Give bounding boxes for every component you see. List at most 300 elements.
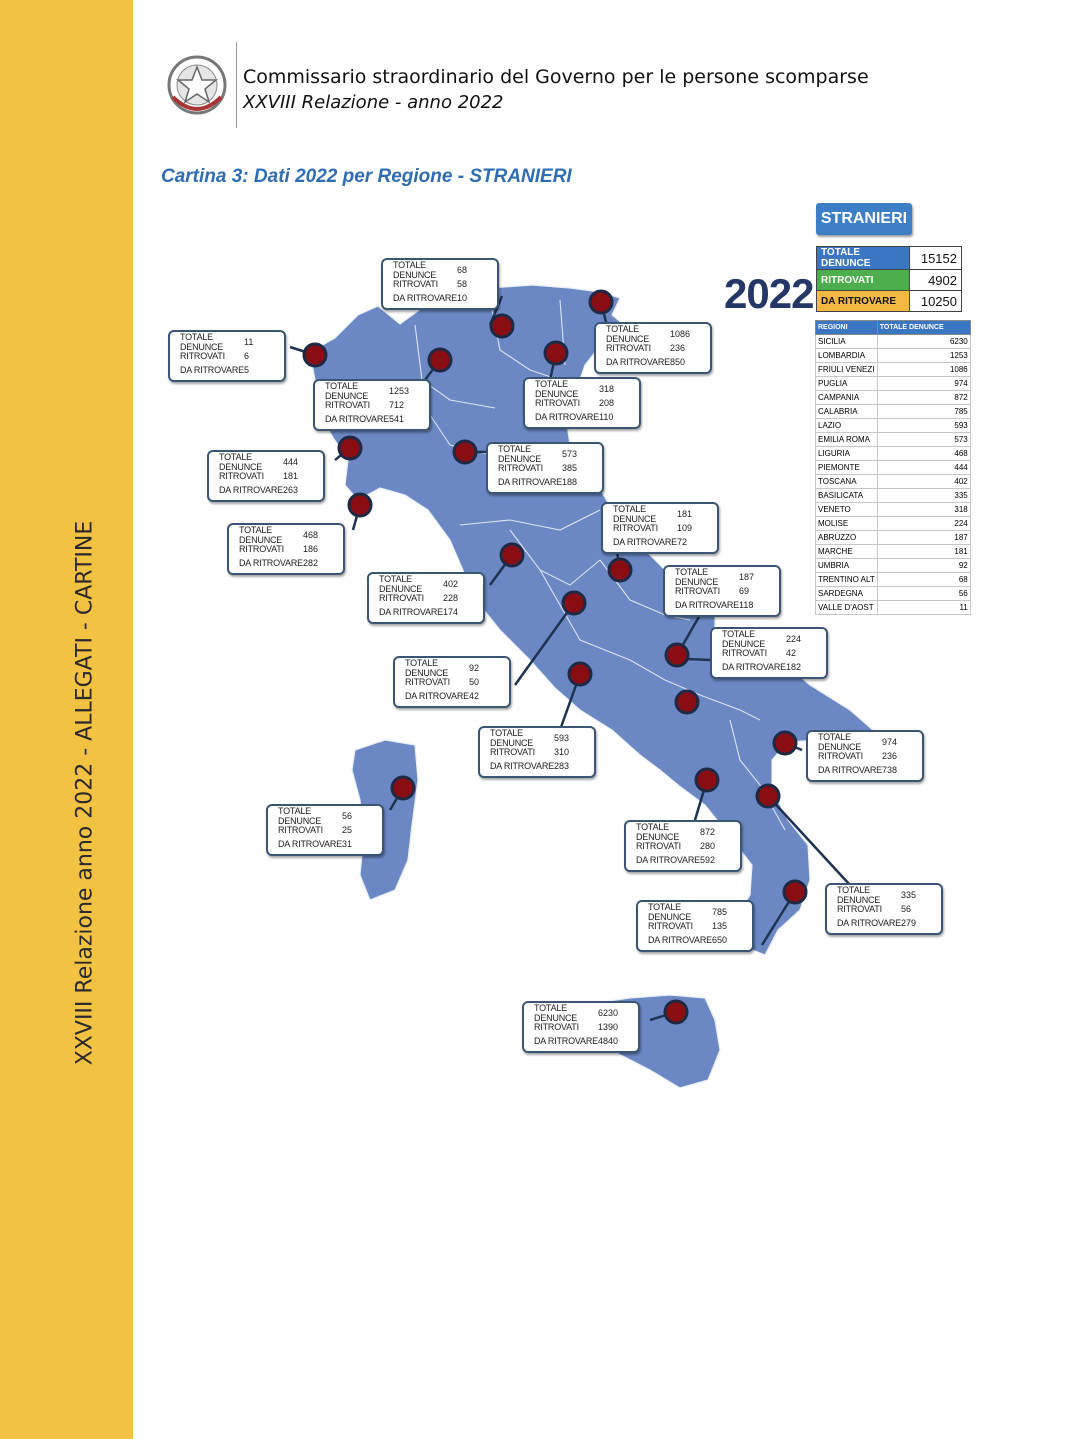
row-value: 541 — [389, 414, 405, 424]
row-value: 1390 — [598, 1022, 619, 1032]
header-line-2: XXVIII Relazione - anno 2022 — [243, 92, 504, 113]
region-box-row — [636, 822, 734, 842]
table-row — [816, 601, 971, 615]
region-box-row — [535, 379, 633, 399]
region-box-row — [379, 591, 477, 605]
region-box-row — [405, 689, 503, 703]
row-value: 385 — [562, 463, 578, 473]
region-box-row — [722, 629, 820, 649]
marker-trentino — [491, 315, 513, 337]
region-box-basilicata — [825, 883, 943, 935]
region-name: BASILICATA — [816, 489, 878, 503]
region-box-lazio — [478, 726, 596, 778]
row-value: 573 — [562, 449, 578, 459]
region-box-row — [278, 837, 376, 851]
region-box-row — [325, 381, 423, 401]
row-value: 187 — [739, 572, 755, 582]
row-label: TOTALE DENUNCE — [393, 260, 437, 280]
region-box-calabria — [636, 900, 754, 952]
region-box-row — [180, 363, 278, 377]
marker-molise — [676, 691, 698, 713]
map-title: Cartina 3: Dati 2022 per Regione - STRANIERI — [161, 166, 572, 187]
region-box-umbria — [393, 656, 511, 708]
region-box-row — [393, 260, 491, 280]
region-name: TRENTINO ALT — [816, 573, 878, 587]
region-box-piemonte — [207, 450, 325, 502]
marker-abruzzo — [666, 644, 688, 666]
row-value: 42 — [469, 691, 480, 701]
region-box-row — [393, 291, 491, 305]
row-value: 974 — [882, 737, 898, 747]
region-box-row — [722, 646, 820, 660]
region-name: EMILIA ROMA — [816, 433, 878, 447]
region-box-row — [239, 542, 337, 556]
table-row — [816, 447, 971, 461]
row-label: RITROVATI — [239, 544, 284, 554]
summary-table — [816, 246, 962, 312]
row-label: TOTALE DENUNCE — [535, 379, 579, 399]
row-label: TOTALE DENUNCE — [498, 444, 542, 464]
row-value: 135 — [712, 921, 728, 931]
region-box-row — [239, 556, 337, 570]
region-total: 573 — [877, 433, 970, 447]
region-box-row — [490, 745, 588, 759]
summary-row — [817, 291, 962, 312]
table-row — [816, 335, 971, 349]
row-value: 92 — [469, 663, 480, 673]
region-name: UMBRIA — [816, 559, 878, 573]
row-label: TOTALE DENUNCE — [325, 381, 369, 401]
marker-valle-daosta — [304, 344, 326, 366]
region-box-row — [534, 1003, 632, 1023]
row-value: 58 — [457, 279, 468, 289]
row-value: 785 — [712, 907, 728, 917]
summary-value: 10250 — [910, 291, 962, 312]
row-label: RITROVATI — [278, 825, 323, 835]
region-box-row — [648, 933, 746, 947]
row-value: 850 — [670, 357, 686, 367]
region-box-row — [818, 763, 916, 777]
region-name: SICILIA — [816, 335, 878, 349]
region-box-row — [613, 521, 711, 535]
row-label: DA RITROVARE — [648, 935, 712, 945]
region-box-row — [613, 504, 711, 524]
row-label: TOTALE DENUNCE — [636, 822, 680, 842]
marker-piemonte — [339, 437, 361, 459]
region-box-row — [239, 525, 337, 545]
row-value: 174 — [443, 607, 459, 617]
table-row — [816, 489, 971, 503]
row-label: RITROVATI — [393, 279, 438, 289]
region-box-row — [393, 277, 491, 291]
row-value: 282 — [303, 558, 319, 568]
region-box-row — [498, 475, 596, 489]
marker-friuli — [590, 291, 612, 313]
row-value: 592 — [700, 855, 716, 865]
region-box-liguria — [227, 523, 345, 575]
region-total: 872 — [877, 391, 970, 405]
row-value: 5 — [244, 365, 250, 375]
row-value: 738 — [882, 765, 898, 775]
row-value: 118 — [739, 600, 754, 610]
row-value: 263 — [283, 485, 299, 495]
region-box-row — [405, 675, 503, 689]
region-box-trentino — [381, 258, 499, 310]
summary-row — [817, 270, 962, 291]
table-row — [816, 363, 971, 377]
region-box-veneto — [523, 377, 641, 429]
region-total: 56 — [877, 587, 970, 601]
row-value: 402 — [443, 579, 459, 589]
row-value: 318 — [599, 384, 615, 394]
row-label: TOTALE DENUNCE — [278, 806, 322, 826]
region-box-row — [675, 567, 773, 587]
region-box-row — [180, 332, 278, 352]
region-box-row — [405, 658, 503, 678]
row-label: DA RITROVARE — [606, 357, 670, 367]
row-value: 224 — [786, 634, 802, 644]
region-box-row — [534, 1034, 632, 1048]
summary-row — [817, 247, 962, 270]
row-value: 236 — [882, 751, 898, 761]
row-label: RITROVATI — [405, 677, 450, 687]
region-name: VALLE D'AOST — [816, 601, 878, 615]
row-value: 283 — [554, 761, 570, 771]
region-box-row — [535, 410, 633, 424]
region-name: TOSCANA — [816, 475, 878, 489]
region-box-toscana — [367, 572, 485, 624]
row-label: TOTALE DENUNCE — [239, 525, 283, 545]
row-value: 188 — [562, 477, 578, 487]
row-label: RITROVATI — [325, 400, 370, 410]
row-value: 182 — [786, 662, 802, 672]
region-box-row — [278, 806, 376, 826]
region-box-row — [636, 839, 734, 853]
row-label: RITROVATI — [606, 343, 651, 353]
table-header-totale: TOTALE DENUNCE — [877, 321, 970, 335]
row-value: 280 — [700, 841, 716, 851]
region-box-valle-daosta — [168, 330, 286, 382]
table-row — [816, 461, 971, 475]
row-value: 56 — [342, 811, 353, 821]
row-value: 593 — [554, 733, 570, 743]
region-total: 11 — [877, 601, 970, 615]
region-total: 468 — [877, 447, 970, 461]
region-box-row — [606, 324, 704, 344]
region-box-abruzzo — [663, 565, 781, 617]
row-label: TOTALE DENUNCE — [379, 574, 423, 594]
row-value: 186 — [303, 544, 319, 554]
row-value: 279 — [901, 918, 917, 928]
summary-label: TOTALE DENUNCE — [817, 247, 910, 270]
region-box-row — [837, 902, 935, 916]
row-label: DA RITROVARE — [498, 477, 562, 487]
row-label: RITROVATI — [534, 1022, 579, 1032]
row-value: 6 — [244, 351, 250, 361]
row-value: 42 — [786, 648, 797, 658]
region-box-marche — [601, 502, 719, 554]
summary-label: DA RITROVARE — [817, 291, 910, 312]
row-value: 68 — [457, 265, 468, 275]
region-total: 187 — [877, 531, 970, 545]
region-name: LOMBARDIA — [816, 349, 878, 363]
row-label: TOTALE DENUNCE — [837, 885, 881, 905]
row-label: TOTALE DENUNCE — [613, 504, 657, 524]
region-box-row — [818, 732, 916, 752]
row-value: 310 — [554, 747, 570, 757]
row-value: 69 — [739, 586, 750, 596]
region-total: 68 — [877, 573, 970, 587]
region-total: 335 — [877, 489, 970, 503]
row-value: 109 — [677, 523, 693, 533]
region-box-friuli — [594, 322, 712, 374]
region-box-campania — [624, 820, 742, 872]
table-row — [816, 475, 971, 489]
row-value: 872 — [700, 827, 716, 837]
region-name: PIEMONTE — [816, 461, 878, 475]
marker-umbria — [563, 592, 585, 614]
region-name: FRIULI VENEZI — [816, 363, 878, 377]
row-value: 10 — [457, 293, 468, 303]
row-label: DA RITROVARE — [219, 485, 283, 495]
marker-liguria — [349, 494, 371, 516]
row-label: DA RITROVARE — [490, 761, 554, 771]
row-label: DA RITROVARE — [534, 1036, 598, 1046]
marker-puglia — [774, 732, 796, 754]
row-label: RITROVATI — [837, 904, 882, 914]
region-box-molise — [710, 627, 828, 679]
table-header-regioni: REGIONI — [816, 321, 878, 335]
region-box-row — [675, 598, 773, 612]
region-box-row — [818, 749, 916, 763]
marker-sicilia — [665, 1001, 687, 1023]
row-label: RITROVATI — [180, 351, 225, 361]
region-name: ABRUZZO — [816, 531, 878, 545]
summary-value: 4902 — [910, 270, 962, 291]
region-box-row — [490, 728, 588, 748]
marker-calabria — [784, 881, 806, 903]
row-value: 335 — [901, 890, 917, 900]
row-value: 11 — [244, 337, 254, 347]
region-total: 974 — [877, 377, 970, 391]
marker-basilicata — [757, 785, 779, 807]
region-box-row — [636, 853, 734, 867]
table-row — [816, 531, 971, 545]
region-box-row — [180, 349, 278, 363]
table-row — [816, 545, 971, 559]
sidebar — [0, 0, 133, 1439]
region-box-row — [534, 1020, 632, 1034]
row-label: TOTALE DENUNCE — [818, 732, 862, 752]
marker-lombardia — [429, 349, 451, 371]
row-value: 31 — [342, 839, 353, 849]
row-value: 650 — [712, 935, 728, 945]
row-label: TOTALE DENUNCE — [675, 567, 719, 587]
row-value: 72 — [677, 537, 688, 547]
region-box-row — [613, 535, 711, 549]
row-value: 56 — [901, 904, 912, 914]
row-label: DA RITROVARE — [405, 691, 469, 701]
emblem-icon — [165, 53, 229, 121]
marker-lazio — [569, 663, 591, 685]
row-label: DA RITROVARE — [818, 765, 882, 775]
row-label: RITROVATI — [722, 648, 767, 658]
row-label: DA RITROVARE — [393, 293, 457, 303]
table-row — [816, 503, 971, 517]
row-label: DA RITROVARE — [325, 414, 389, 424]
row-label: DA RITROVARE — [239, 558, 303, 568]
region-box-row — [498, 461, 596, 475]
row-value: 50 — [469, 677, 480, 687]
region-total: 318 — [877, 503, 970, 517]
row-value: 1253 — [389, 386, 410, 396]
row-label: DA RITROVARE — [722, 662, 786, 672]
row-label: RITROVATI — [219, 471, 264, 481]
region-box-row — [325, 412, 423, 426]
table-row — [816, 391, 971, 405]
summary-label: RITROVATI — [817, 270, 910, 291]
header-divider — [236, 42, 237, 128]
row-label: TOTALE DENUNCE — [219, 452, 263, 472]
row-label: RITROVATI — [613, 523, 658, 533]
region-box-row — [606, 355, 704, 369]
row-label: RITROVATI — [675, 586, 720, 596]
marker-campania — [696, 769, 718, 791]
region-total: 593 — [877, 419, 970, 433]
region-total: 224 — [877, 517, 970, 531]
marker-emilia — [454, 441, 476, 463]
row-label: DA RITROVARE — [379, 607, 443, 617]
row-label: RITROVATI — [636, 841, 681, 851]
region-total: 785 — [877, 405, 970, 419]
region-total: 1086 — [877, 363, 970, 377]
region-total: 402 — [877, 475, 970, 489]
row-label: DA RITROVARE — [535, 412, 599, 422]
region-total: 1253 — [877, 349, 970, 363]
row-label: DA RITROVARE — [180, 365, 244, 375]
region-box-sardegna — [266, 804, 384, 856]
region-total: 92 — [877, 559, 970, 573]
region-name: LAZIO — [816, 419, 878, 433]
region-name: VENETO — [816, 503, 878, 517]
row-value: 444 — [283, 457, 299, 467]
table-row — [816, 405, 971, 419]
region-box-lombardia — [313, 379, 431, 431]
row-value: 1086 — [670, 329, 691, 339]
header-line-1: Commissario straordinario del Governo per le persone scomparse — [243, 66, 869, 88]
region-box-row — [722, 660, 820, 674]
region-box-row — [535, 396, 633, 410]
region-box-row — [219, 452, 317, 472]
region-box-row — [379, 574, 477, 594]
row-label: TOTALE DENUNCE — [722, 629, 766, 649]
row-label: RITROVATI — [535, 398, 580, 408]
marker-veneto — [545, 342, 567, 364]
region-box-row — [219, 483, 317, 497]
stranieri-badge: STRANIERI — [816, 203, 912, 235]
row-value: 4840 — [598, 1036, 619, 1046]
region-name: PUGLIA — [816, 377, 878, 391]
row-label: RITROVATI — [498, 463, 543, 473]
table-row — [816, 433, 971, 447]
region-box-row — [837, 916, 935, 930]
region-total: 6230 — [877, 335, 970, 349]
region-box-row — [278, 823, 376, 837]
region-box-puglia — [806, 730, 924, 782]
row-value: 208 — [599, 398, 615, 408]
row-label: TOTALE DENUNCE — [405, 658, 449, 678]
region-box-row — [498, 444, 596, 464]
row-label: RITROVATI — [818, 751, 863, 761]
row-label: DA RITROVARE — [613, 537, 677, 547]
region-box-row — [648, 902, 746, 922]
table-row — [816, 573, 971, 587]
region-box-row — [490, 759, 588, 773]
row-label: DA RITROVARE — [636, 855, 700, 865]
row-label: TOTALE DENUNCE — [180, 332, 224, 352]
row-value: 181 — [283, 471, 299, 481]
region-box-emilia — [486, 442, 604, 494]
region-name: MOLISE — [816, 517, 878, 531]
region-total: 444 — [877, 461, 970, 475]
row-value: 236 — [670, 343, 686, 353]
table-row — [816, 517, 971, 531]
table-row — [816, 587, 971, 601]
regions-table — [815, 320, 971, 615]
row-label: DA RITROVARE — [278, 839, 342, 849]
marker-marche — [609, 559, 631, 581]
row-label: RITROVATI — [648, 921, 693, 931]
table-row — [816, 559, 971, 573]
table-row — [816, 419, 971, 433]
row-label: DA RITROVARE — [675, 600, 739, 610]
row-label: TOTALE DENUNCE — [606, 324, 650, 344]
region-box-row — [379, 605, 477, 619]
row-value: 712 — [389, 400, 405, 410]
row-label: TOTALE DENUNCE — [534, 1003, 578, 1023]
region-name: MARCHE — [816, 545, 878, 559]
row-label: TOTALE DENUNCE — [648, 902, 692, 922]
year-label: 2022 — [724, 270, 814, 317]
region-name: CALABRIA — [816, 405, 878, 419]
region-name: SARDEGNA — [816, 587, 878, 601]
region-box-row — [219, 469, 317, 483]
row-label: DA RITROVARE — [837, 918, 901, 928]
marker-sardegna — [392, 777, 414, 799]
marker-toscana — [501, 544, 523, 566]
row-label: RITROVATI — [379, 593, 424, 603]
table-row — [816, 377, 971, 391]
summary-value: 15152 — [910, 247, 962, 270]
region-box-sicilia — [522, 1001, 640, 1053]
region-box-row — [648, 919, 746, 933]
sidebar-text: XXVIII Relazione anno 2022 - ALLEGATI - CARTINE — [72, 520, 98, 1066]
region-box-row — [675, 584, 773, 598]
row-value: 25 — [342, 825, 353, 835]
row-label: RITROVATI — [490, 747, 535, 757]
region-box-row — [606, 341, 704, 355]
region-total: 181 — [877, 545, 970, 559]
row-value: 181 — [677, 509, 693, 519]
region-name: LIGURIA — [816, 447, 878, 461]
table-row — [816, 349, 971, 363]
row-value: 6230 — [598, 1008, 619, 1018]
row-value: 110 — [599, 412, 614, 422]
region-box-row — [325, 398, 423, 412]
row-label: TOTALE DENUNCE — [490, 728, 534, 748]
region-name: CAMPANIA — [816, 391, 878, 405]
row-value: 228 — [443, 593, 459, 603]
